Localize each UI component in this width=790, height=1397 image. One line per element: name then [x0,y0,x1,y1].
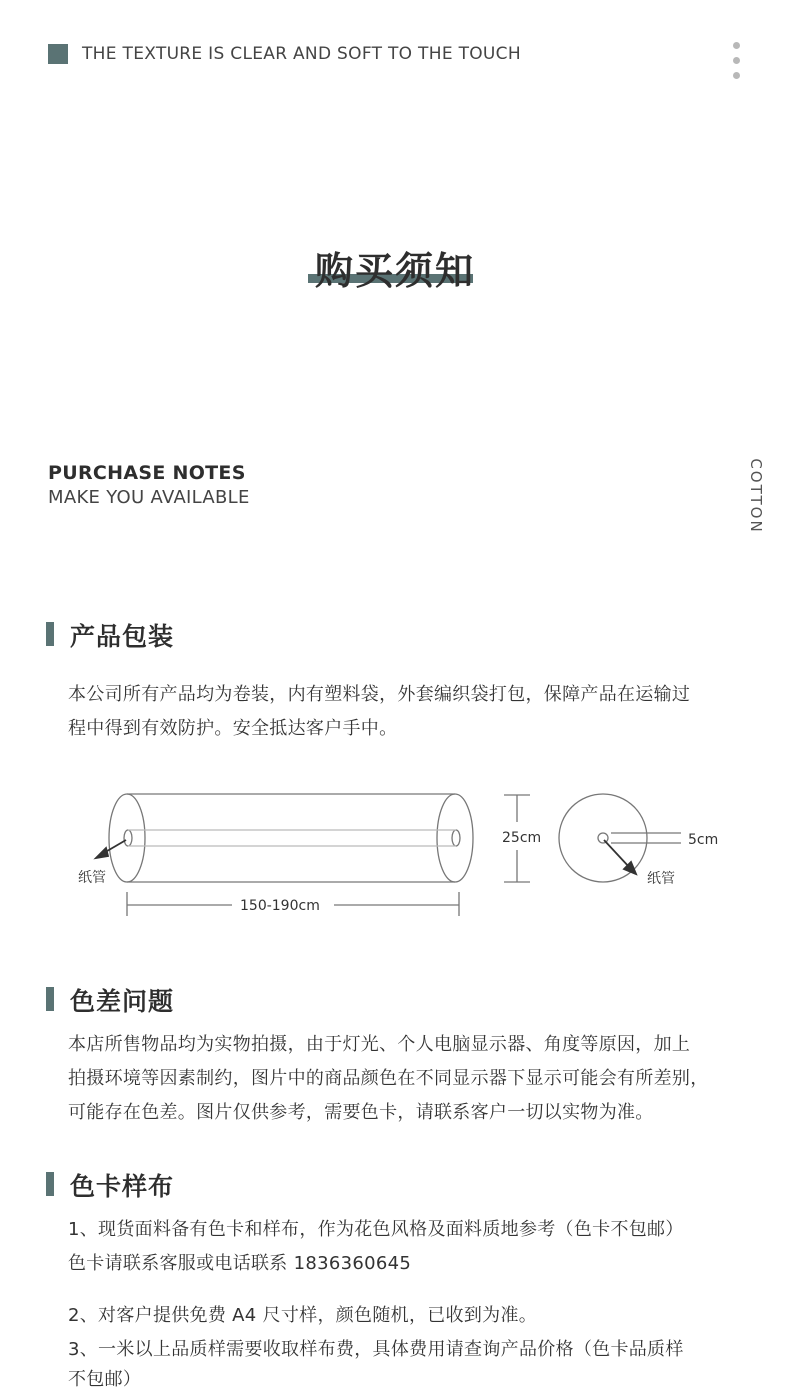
more-vertical-icon[interactable] [730,42,742,84]
swatch-item-1-line-1: 1、现货面料备有色卡和样布，作为花色风格及面料质地参考（色卡不包邮） [68,1219,684,1240]
tube-label-left: 纸管 [78,870,106,886]
purchase-notes-label: PURCHASE NOTES [48,462,246,484]
core-left [124,830,132,846]
color-diff-line-2: 拍摄环境等因素制约，图片中的商品颜色在不同显示器下显示可能会有所差别， [68,1068,709,1089]
section-bar-packaging [46,622,54,646]
make-you-available-label: MAKE YOU AVAILABLE [48,487,250,508]
swatch-item-2: 2、对客户提供免费 A4 尺寸样，颜色随机，已收到为准。 [68,1305,538,1326]
hero-title-wrap [0,240,790,295]
packaging-text-line-2: 程中得到有效防护。安全抵达客户手中。 [68,718,398,739]
header-tagline: THE TEXTURE IS CLEAR AND SOFT TO THE TOUCH [82,44,521,64]
section-title-packaging: 产品包装 [70,622,175,651]
swatch-item-3-line-1: 3、一米以上品质样需要收取样布费，具体费用请查询产品价格（色卡品质样 [68,1339,684,1360]
section-title-color-diff: 色差问题 [70,987,175,1016]
header-accent-square [48,44,68,64]
core-label: 5cm [688,832,719,848]
core-right [452,830,460,846]
cotton-side-label: COTTON [747,458,765,534]
page-title: 购买须知 [314,249,475,293]
section-title-swatch: 色卡样布 [70,1172,175,1201]
roll-right-end [437,794,473,882]
swatch-item-3-line-2: 不包邮） [68,1369,142,1390]
diameter-label: 25cm [502,830,542,846]
packaging-text-line-1: 本公司所有产品均为卷装，内有塑料袋，外套编织袋打包，保障产品在运输过 [68,684,691,705]
arrow-left-icon [96,848,108,858]
color-diff-line-1: 本店所售物品均为实物拍摄，由于灯光、个人电脑显示器、角度等原因，加上 [68,1034,691,1055]
swatch-item-1-line-2: 色卡请联系客服或电话联系 1836360645 [68,1253,412,1274]
packaging-diagram [0,770,790,930]
section-bar-swatch [46,1172,54,1196]
section-bar-color-diff [46,987,54,1011]
length-label: 150-190cm [240,898,320,914]
roll-left-end [109,794,145,882]
color-diff-line-3: 可能存在色差。图片仅供参考，需要色卡，请联系客户一切以实物为准。 [68,1102,654,1123]
tube-label-right: 纸管 [647,871,675,887]
